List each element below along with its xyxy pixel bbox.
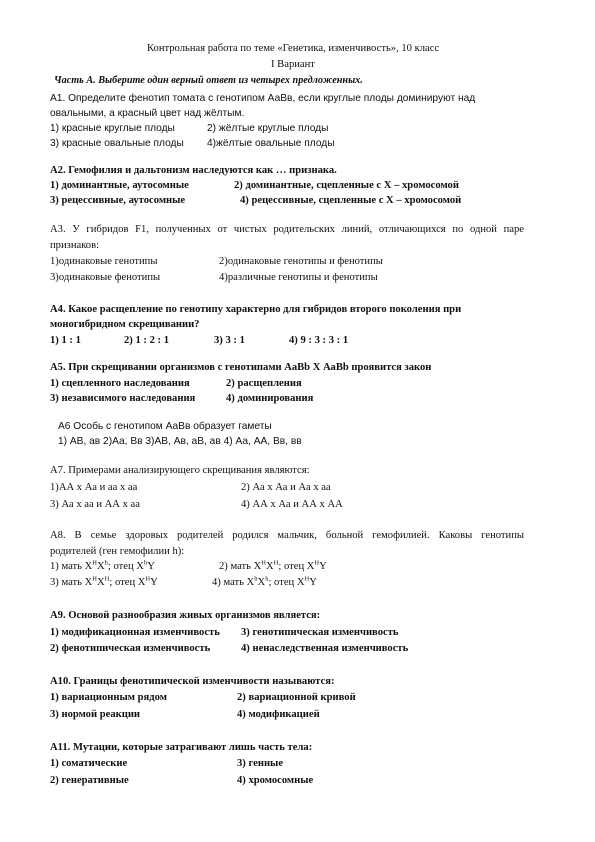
question-a10-text: А10. Границы фенотипической изменчивости называются: <box>50 676 335 687</box>
a8-option-1: 1) мать $Х^HХ^h$; отец $Х^hY$ <box>50 559 155 572</box>
a10-option-4: 4) модификацией <box>237 709 320 720</box>
a5-option-1: 1) сцепленного наследования <box>50 378 190 389</box>
question-a7-text: А7. Примерами анализирующего скрещивания являются: <box>50 465 310 476</box>
a2-option-3: 3) рецессивные, аутосомные <box>50 195 186 206</box>
a2-option-4: 4) рецессивные, сцепленные с Х – хромосомой <box>240 195 462 206</box>
a9-option-3: 2) фенотипическая изменчивость <box>50 643 211 654</box>
a11-option-1: 1) соматические <box>50 758 128 769</box>
question-a5-text: А5. При скрещивании организмов с генотипами АаВb Х АаВb проявится закон <box>50 362 432 373</box>
a8-option-2: 2) мать $Х^HХ^H$; отец $Х^HY$ <box>219 559 327 572</box>
a10-option-1: 1) вариационным рядом <box>50 692 167 703</box>
a11-option-4: 4) хромосомные <box>237 775 314 786</box>
a4-option-4: 4) 9 : 3 : 3 : 1 <box>289 335 349 346</box>
question-a8-text-cont: родителей (ген гемофилии h): <box>50 546 185 557</box>
a6-options: 1) АВ, ав 2)Аа, Вв 3)АВ, Ав, аВ, ав 4) Аа, АА, Вв, вв <box>58 436 302 447</box>
a1-option-3: 3) красные овальные плоды <box>50 138 184 149</box>
a11-option-2: 3) генные <box>237 758 284 769</box>
a5-option-4: 4) доминирования <box>226 393 314 404</box>
a5-option-3: 3) независимого наследования <box>50 393 196 404</box>
a7-option-2: 2) Аа х Аа и Аа х аа <box>241 482 331 493</box>
variant-label: I Вариант <box>271 59 315 70</box>
a9-option-4: 4) ненаследственная изменчивость <box>241 643 409 654</box>
a7-option-3: 3) Аа х аа и АА х аа <box>50 499 140 510</box>
question-a3-text: А3. У гибридов F1, полученных от чистых родительских линий, отличающихся по одной паре <box>50 224 524 235</box>
page-title: Контрольная работа по теме «Генетика, изменчивость», 10 класс <box>147 43 440 54</box>
a11-option-3: 2) генеративные <box>50 775 129 786</box>
part-a-instruction: Часть А. Выберите один верный ответ из четырех предложенных. <box>54 75 363 86</box>
a1-option-1: 1) красные круглые плоды <box>50 123 175 134</box>
question-a11-text: А11. Мутации, которые затрагивают лишь часть тела: <box>50 742 313 753</box>
question-a1-text: А1. Определите фенотип томата с генотипом АаВв, если круглые плоды доминируют над <box>50 93 476 104</box>
question-a8-text: А8. В семье здоровых родителей родился мальчик, больной гемофилией. Каковы генотипы <box>50 530 524 541</box>
question-a4-text-cont: моногибридном скрещивании? <box>50 319 200 330</box>
a3-option-3: 3)одинаковые фенотипы <box>50 272 161 283</box>
a1-option-4: 4)жёлтые овальные плоды <box>207 138 335 149</box>
a10-option-2: 2) вариационной кривой <box>237 692 356 703</box>
question-a9-text: А9. Основой разнообразия живых организмов является: <box>50 610 321 621</box>
a3-option-1: 1)одинаковые генотипы <box>50 256 158 267</box>
a5-option-2: 2) расщепления <box>226 378 302 389</box>
question-a2-text: А2. Гемофилия и дальтонизм наследуются как … признака. <box>50 165 337 176</box>
a3-option-4: 4)различные генотипы и фенотипы <box>219 272 378 283</box>
a8-option-4: 4) мать $Х^hХ^h$; отец $Х^HY$ <box>212 575 317 588</box>
a4-option-2: 2) 1 : 2 : 1 <box>124 335 170 346</box>
question-a3-text-cont: признаков: <box>50 240 100 251</box>
a7-option-4: 4) АА х Аа и АА х АА <box>241 499 343 510</box>
a8-option-3: 3) мать $Х^HХ^H$; отец $Х^HY$ <box>50 575 158 588</box>
a2-option-2: 2) доминантные, сцепленные с Х – хромосомой <box>234 180 459 191</box>
a9-option-1: 1) модификационная изменчивость <box>50 627 220 638</box>
a4-option-3: 3) 3 : 1 <box>214 335 245 346</box>
question-a1-text-cont: овальными, а красный цвет над жёлтым. <box>50 108 245 119</box>
question-a4-text: А4. Какое расщепление по генотипу характерно для гибридов второго поколения при <box>50 304 462 315</box>
question-a6-text: А6 Особь с генотипом АаВв образует гаметы <box>58 421 272 432</box>
a9-option-2: 3) генотипическая изменчивость <box>241 627 399 638</box>
a4-option-1: 1) 1 : 1 <box>50 335 81 346</box>
a3-option-2: 2)одинаковые генотипы и фенотипы <box>219 256 383 267</box>
a10-option-3: 3) нормой реакции <box>50 709 141 720</box>
a7-option-1: 1)АА х Аа и аа х аа <box>50 482 138 493</box>
a1-option-2: 2) жёлтые круглые плоды <box>207 123 329 134</box>
a2-option-1: 1) доминантные, аутосомные <box>50 180 189 191</box>
